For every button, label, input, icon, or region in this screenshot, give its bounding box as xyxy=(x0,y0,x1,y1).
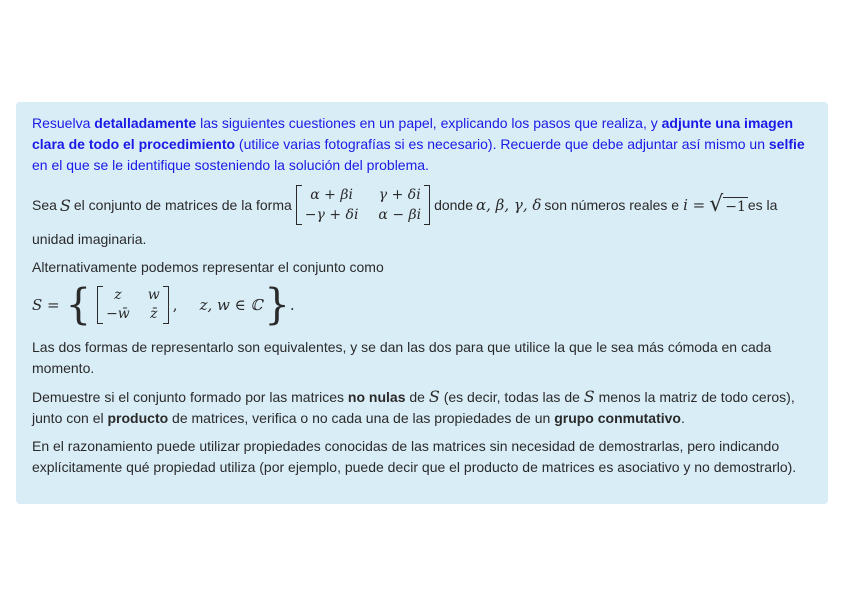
demo-text: menos la matriz de todo ceros), junto con el xyxy=(32,389,795,426)
demonstrate-paragraph xyxy=(32,386,812,429)
complex-matrix xyxy=(97,286,169,324)
demo-text: de matrices, verifica o no cada una de las propiedades de un xyxy=(168,410,555,426)
comma: , xyxy=(172,295,178,314)
period: . xyxy=(289,295,295,314)
i-equals: i = xyxy=(683,195,706,214)
matrix-cell: −w̄ xyxy=(106,306,130,322)
intro-bold-selfie: selfie xyxy=(768,136,805,152)
left-brace-icon: { xyxy=(65,280,92,330)
instructions-paragraph xyxy=(32,113,812,176)
intro-text: en el que se le identifique sosteniendo la solución del problema. xyxy=(32,157,429,173)
set-symbol: S xyxy=(428,387,440,406)
def-text: son números reales e xyxy=(544,196,680,213)
matrix-cell: w xyxy=(147,287,160,303)
matrix-cell: z̄ xyxy=(150,306,158,322)
matrix-cell: z xyxy=(114,287,122,303)
bold-producto: producto xyxy=(107,410,169,426)
demo-text: Demuestre si el conjunto formado por las matrices xyxy=(32,389,348,405)
demo-text: de xyxy=(405,389,429,405)
alt-text: Alternativamente podemos representar el conjunto como xyxy=(32,259,384,275)
sqrt-minus-one: √ −1 xyxy=(709,192,746,217)
def-text: Sea xyxy=(32,196,57,213)
def-text: es la xyxy=(747,196,778,213)
equivalence-paragraph: Las dos formas de representarlo son equivalentes, y se dan las dos para que utilice la que le sea más cómoda en cada momento. xyxy=(32,339,772,376)
def-continuation: unidad imaginaria. xyxy=(32,231,147,247)
intro-bold-adjunte: adjunte una imagen clara de todo el procedimiento xyxy=(32,115,794,152)
intro-text: las siguientes cuestiones en un papel, explicando los pasos que realiza, y xyxy=(196,115,662,131)
question-panel xyxy=(16,102,828,504)
reasoning-paragraph: En el razonamiento puede utilizar propiedades conocidas de las matrices sin necesidad de demostrarlas, pero indicando explícitamente qué propiedad utiliza (por ejemplo, puede decir que el producto de matrices es asociativo y no demostrarlo). xyxy=(32,438,797,475)
matrix-form xyxy=(296,185,430,225)
matrix-cell: α + βi xyxy=(310,187,353,203)
set-definition-line xyxy=(32,183,812,227)
set-lhs: S = xyxy=(32,295,60,314)
intro-text: (utilice varias fotografías si es necesario). Recuerde que debe adjuntar así mismo un xyxy=(235,136,769,152)
def-text: el conjunto de matrices de la forma xyxy=(73,196,292,213)
intro-text: Resuelva xyxy=(32,115,95,131)
set-symbol: S xyxy=(59,195,71,215)
def-text: donde xyxy=(434,196,474,213)
set-condition: z, w ∈ ℂ xyxy=(199,295,263,314)
matrix-cell: −γ + δi xyxy=(304,207,359,223)
matrix-cell: γ + δi xyxy=(378,187,421,203)
bold-no-nulas: no nulas xyxy=(347,389,406,405)
right-brace-icon: } xyxy=(264,280,290,330)
set-symbol: S xyxy=(583,387,595,406)
bold-grupo-conmutativo: grupo conmutativo xyxy=(554,410,681,426)
demo-text: (es decir, todas las de xyxy=(439,389,584,405)
greek-vars: α, β, γ, δ xyxy=(476,195,542,214)
matrix-cell: α − βi xyxy=(378,207,422,223)
intro-bold-detalladamente: detalladamente xyxy=(94,115,197,131)
demo-text: . xyxy=(680,410,685,426)
sqrt-argument: −1 xyxy=(725,199,746,215)
set-alt-form xyxy=(32,280,812,330)
